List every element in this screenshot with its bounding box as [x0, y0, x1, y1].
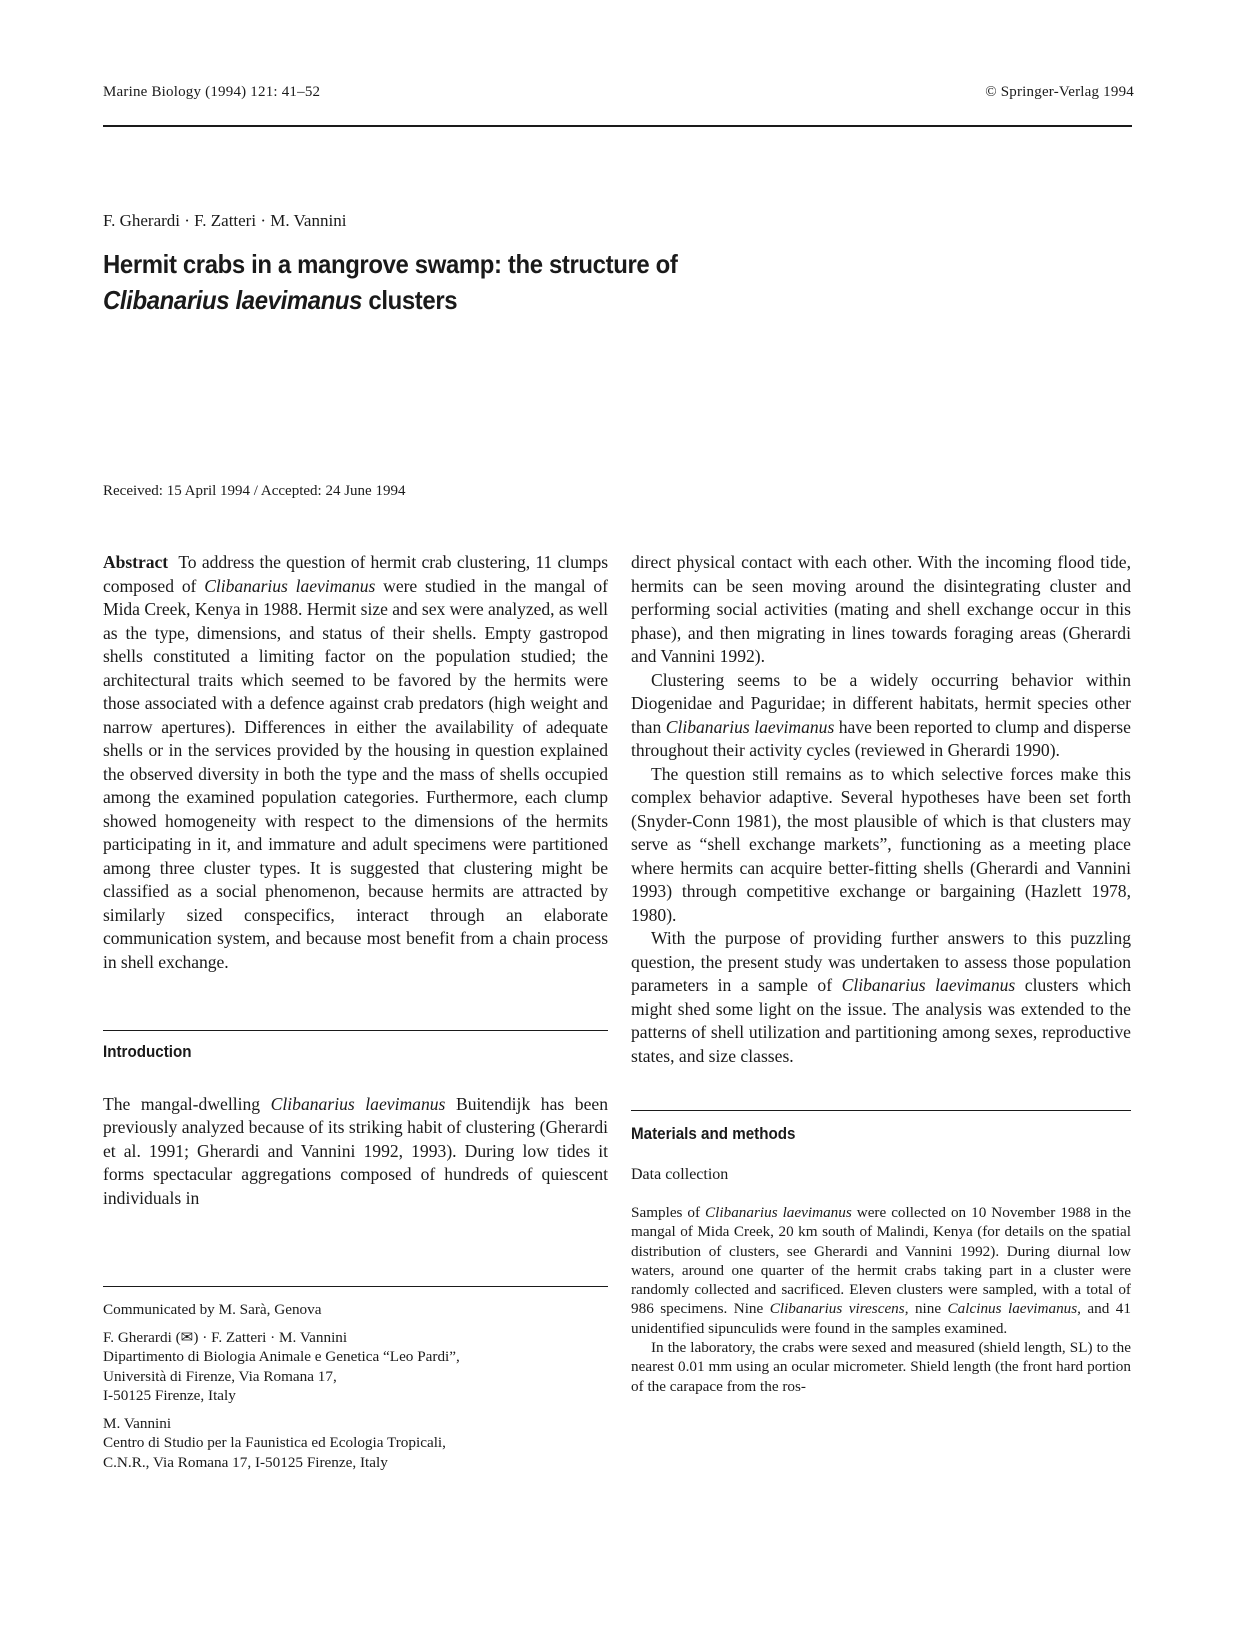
- copyright-notice: © Springer-Verlag 1994: [985, 84, 1134, 100]
- author-address-names: F. Gherardi (✉) · F. Zatteri · M. Vannini: [103, 1328, 348, 1346]
- author-address-line: I-50125 Firenze, Italy: [103, 1387, 236, 1404]
- footnote-rule: [103, 1286, 608, 1287]
- data-collection-subheading: Data collection: [631, 1165, 729, 1183]
- author-list: F. Gherardi · F. Zatteri · M. Vannini: [103, 211, 347, 230]
- author-address-line: Università di Firenze, Via Romana 17,: [103, 1367, 337, 1385]
- header-rule: [103, 125, 1132, 127]
- methods-text: [631, 1203, 1131, 1396]
- title-line-2: [103, 282, 677, 318]
- title-end: clusters: [362, 285, 458, 315]
- second-address-line: C.N.R., Via Romana 17, I-50125 Firenze, Italy: [103, 1453, 388, 1471]
- methods-paragraph-2: In the laboratory, the crabs were sexed and measured (shield length, SL) to the nearest 0.01 mm using an ocular micrometer. Shield length (the front hard portion of the carapace from the ros-: [631, 1339, 1131, 1395]
- journal-citation: Marine Biology (1994) 121: 41–52: [103, 84, 321, 100]
- second-address-name: M. Vannini: [103, 1414, 172, 1432]
- section-rule: [631, 1110, 1131, 1111]
- author-address-line: Dipartimento di Biologia Animale e Genetica “Leo Pardi”,: [103, 1348, 460, 1365]
- section-rule: [103, 1030, 608, 1031]
- intro-paragraph-4: With the purpose of providing further answers to this puzzling question, the present study was undertaken to assess those population parameters in a sample of Clibanarius laevimanus clusters which might shed some light on the issue. The analysis was extended to the patterns of shell utilization and partitioning among sexes, reproductive states, and size classes.: [631, 928, 1131, 1066]
- methods-paragraph-1: Samples of Clibanarius laevimanus were collected on 10 November 1988 in the mangal of Mida Creek, 20 km south of Malindi, Kenya (for details on the spatial distribution of clusters, see Gherardi and Vannini 1992). During diurnal low waters, around one quarter of the hermit crabs taking part in a cluster were randomly collected and sacrificed. Eleven clusters were sampled, with a total of 986 specimens. Nine Clibanarius virescens, nine Calcinus laevimanus, and 41 unidentified sipunculids were found in the samples examined.: [631, 1204, 1131, 1337]
- second-address-line: Centro di Studio per la Faunistica ed Ecologia Tropicali,: [103, 1434, 446, 1451]
- intro-paragraph-2: Clustering seems to be a widely occurring behavior within Diogenidae and Paguridae; in different habitats, hermit species other than Clibanarius laevimanus have been reported to clump and disperse throughout their activity cycles (reviewed in Gherardi 1990).: [631, 669, 1131, 760]
- received-accepted-dates: Received: 15 April 1994 / Accepted: 24 June 1994: [103, 483, 406, 499]
- title-line-1: Hermit crabs in a mangrove swamp: the structure of: [103, 249, 678, 279]
- communicated-by: Communicated by M. Sarà, Genova: [103, 1301, 322, 1318]
- left-column: [103, 551, 613, 1210]
- right-column: [631, 551, 1131, 1396]
- intro-paragraph-1-continued: direct physical contact with each other. With the incoming flood tide, hermits can be seen moving around the disintegrating cluster and performing social activities (mating and shell exchange occur in this phase), and then migrating in lines towards foraging areas (Gherardi and Vannini 1992).: [631, 552, 1131, 666]
- intro-paragraph-3: The question still remains as to which selective forces make this complex behavior adaptive. Several hypotheses have been set forth (Snyder-Conn 1981), the most plausible of which is that clusters may serve as “shell exchange markets”, functioning as a meeting place where hermits can acquire better-fitting shells (Gherardi and Vannini 1993) through competitive exchange or bargaining (Hazlett 1978, 1980).: [631, 763, 1131, 925]
- abstract-label: Abstract: [103, 552, 169, 572]
- methods-heading: Materials and methods: [631, 1125, 796, 1143]
- introduction-heading: Introduction: [103, 1043, 192, 1061]
- article-title: [103, 246, 677, 318]
- footnotes: [103, 1300, 608, 1472]
- intro-paragraph-1: The mangal-dwelling Clibanarius laevimanus Buitendijk has been previously analyzed because of its striking habit of clustering (Gherardi et al. 1991; Gherardi and Vannini 1992, 1993). During low tides it forms spectacular aggregations composed of hundreds of quiescent individuals in: [103, 1093, 608, 1208]
- title-species: Clibanarius laevimanus: [103, 285, 363, 315]
- abstract: Abstract To address the question of hermit crab clustering, 11 clumps composed of Clibanarius laevimanus were studied in the mangal of Mida Creek, Kenya in 1988. Hermit size and sex were analyzed, as well as the type, dimensions, and status of their shells. Empty gastropod shells constituted a limiting factor on the population studied; the architectural traits which seemed to be favored by the hermits were those associated with a defence against crab predators (high weight and narrow apertures). Differences in either the availability of adequate shells or in the services provided by the housing in question explained the observed diversity in both the type and the mass of shells occupied among the examined population categories. Furthermore, each clump showed homogeneity with respect to the dimensions of the hermits participating in it, and immature and adult specimens were partitioned among three cluster types. It is suggested that clustering might be classified as a social phenomenon, because hermits are attracted by similarly sized conspecifics, interact through an elaborate communication system, and because most benefit from a chain process in shell exchange.: [103, 552, 613, 972]
